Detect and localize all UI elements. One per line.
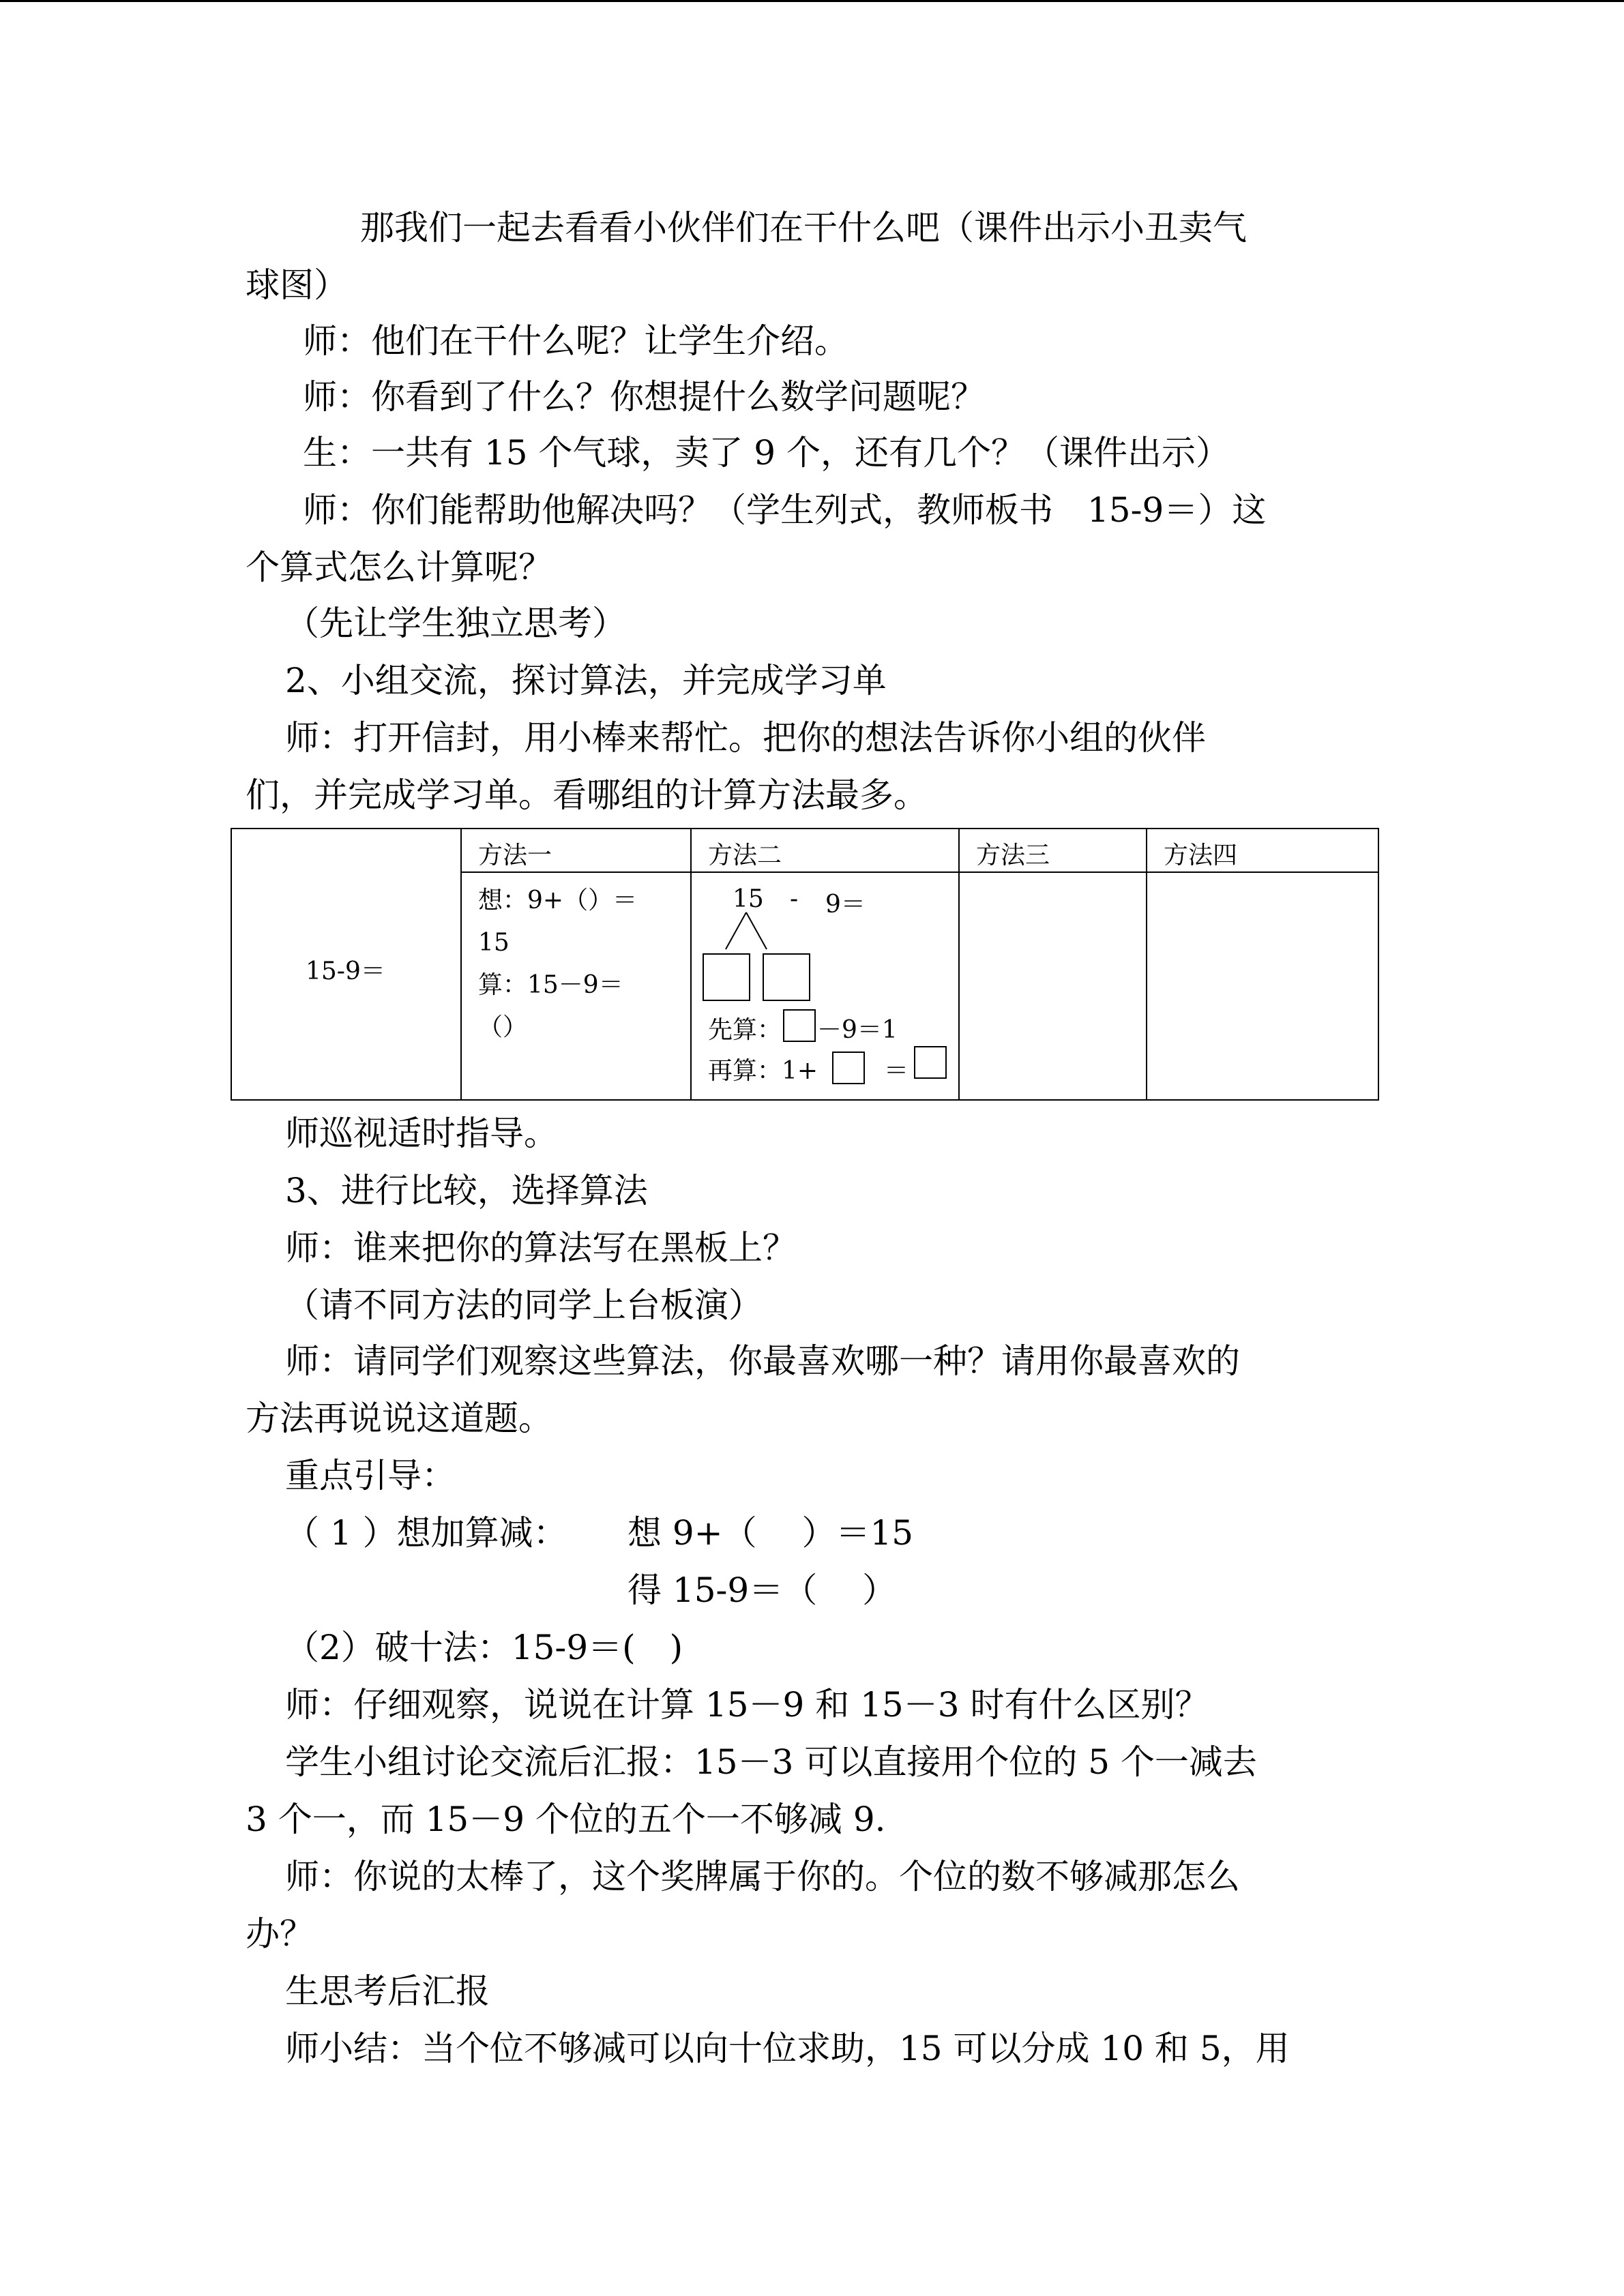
answer-box xyxy=(914,1046,947,1079)
text-line: 师：谁来把你的算法写在黑板上？ xyxy=(285,1228,797,1268)
text-line: 们，并完成学习单。看哪组的计算方法最多。 xyxy=(246,775,928,815)
method2-minus: - xyxy=(790,885,799,913)
row-label-cell xyxy=(231,829,461,1100)
answer-box xyxy=(832,1052,865,1084)
text-line: 个算式怎么计算呢？ xyxy=(246,548,552,587)
text-line: 师：他们在干什么呢？让学生介绍。 xyxy=(303,321,848,361)
text-line: 师：你看到了什么？你想提什么数学问题呢？ xyxy=(303,377,985,417)
method3-header: 方法三 xyxy=(976,841,1050,869)
method2-header: 方法二 xyxy=(708,841,782,869)
method2-content xyxy=(692,873,921,1103)
section-heading: 2、小组交流，探讨算法，并完成学习单 xyxy=(285,661,887,700)
method1-line: 想：9+（）＝ xyxy=(478,886,638,914)
method4-header: 方法四 xyxy=(1164,841,1238,869)
text-line: 师小结：当个位不够减可以向十位求助，15 可以分成 10 和 5，用 xyxy=(285,2029,1290,2068)
header-cell xyxy=(691,829,959,872)
text-line: 3 个一，而 15－9 个位的五个一不够减 9. xyxy=(246,1800,886,1839)
text-line: （ 1 ）想加算减： xyxy=(285,1513,567,1553)
method2-nine-eq: 9＝ xyxy=(825,891,866,919)
text-line: 师：打开信封，用小棒来帮忙。把你的想法告诉你小组的伙伴 xyxy=(285,718,1206,758)
method1-line: 15 xyxy=(478,929,510,957)
method1-line: （） xyxy=(478,1013,528,1041)
method3-cell xyxy=(959,872,1147,1100)
first-step-result: －9＝1 xyxy=(817,1016,898,1044)
text-line: （2）破十法：15-9＝( ) xyxy=(285,1628,683,1667)
text-line: 师巡视适时指导。 xyxy=(285,1114,558,1153)
text-line: 那我们一起去看看小伙伴们在干什么吧（课件出示小丑卖气 xyxy=(360,208,1247,248)
text-line: （请不同方法的同学上台板演） xyxy=(285,1285,763,1325)
then-step-label: 再算：1+ xyxy=(708,1057,818,1085)
text-line: 办？ xyxy=(246,1914,314,1954)
methods-table xyxy=(231,828,1379,1101)
text-line: （先让学生独立思考） xyxy=(285,603,626,643)
equation-line: 得 15-9＝（ ） xyxy=(628,1570,897,1610)
method1-content xyxy=(478,880,637,1049)
text-line: 方法再说说这道题。 xyxy=(246,1399,552,1438)
answer-box xyxy=(763,953,810,1001)
method2-num-15: 15 xyxy=(733,885,764,913)
answer-box xyxy=(703,953,750,1001)
text-line: 球图） xyxy=(246,265,348,305)
method1-header: 方法一 xyxy=(478,841,552,869)
text-line: 师：你们能帮助他解决吗？（学生列式，教师板书 15-9＝）这 xyxy=(303,490,1267,530)
answer-box xyxy=(783,1009,816,1042)
section-heading: 3、进行比较，选择算法 xyxy=(285,1171,648,1210)
header-cell xyxy=(959,829,1147,872)
header-cell xyxy=(1147,829,1378,872)
method2-cell xyxy=(691,872,959,1100)
then-step-equals: ＝ xyxy=(884,1057,909,1085)
text-line: 师：你说的太棒了，这个奖牌属于你的。个位的数不够减那怎么 xyxy=(285,1857,1240,1896)
method4-cell xyxy=(1147,872,1378,1100)
method1-cell xyxy=(461,872,691,1100)
text-line: 师：仔细观察，说说在计算 15－9 和 15－3 时有什么区别？ xyxy=(285,1685,1209,1725)
row-label: 15-9＝ xyxy=(306,957,385,985)
first-step-label: 先算： xyxy=(708,1016,782,1044)
text-line: 生思考后汇报 xyxy=(285,1971,490,2011)
page-top-border xyxy=(0,0,1624,2)
equation-line: 想 9+（ ）＝15 xyxy=(628,1513,914,1553)
text-line: 学生小组讨论交流后汇报：15－3 可以直接用个位的 5 个一减去 xyxy=(285,1742,1257,1782)
text-line: 重点引导： xyxy=(285,1456,456,1495)
method1-line: 算：15－9＝ xyxy=(478,971,623,999)
text-line: 师：请同学们观察这些算法，你最喜欢哪一种？请用你最喜欢的 xyxy=(285,1341,1240,1381)
text-line: 生：一共有 15 个气球，卖了 9 个，还有几个？（课件出示） xyxy=(303,433,1230,473)
header-cell xyxy=(461,829,691,872)
